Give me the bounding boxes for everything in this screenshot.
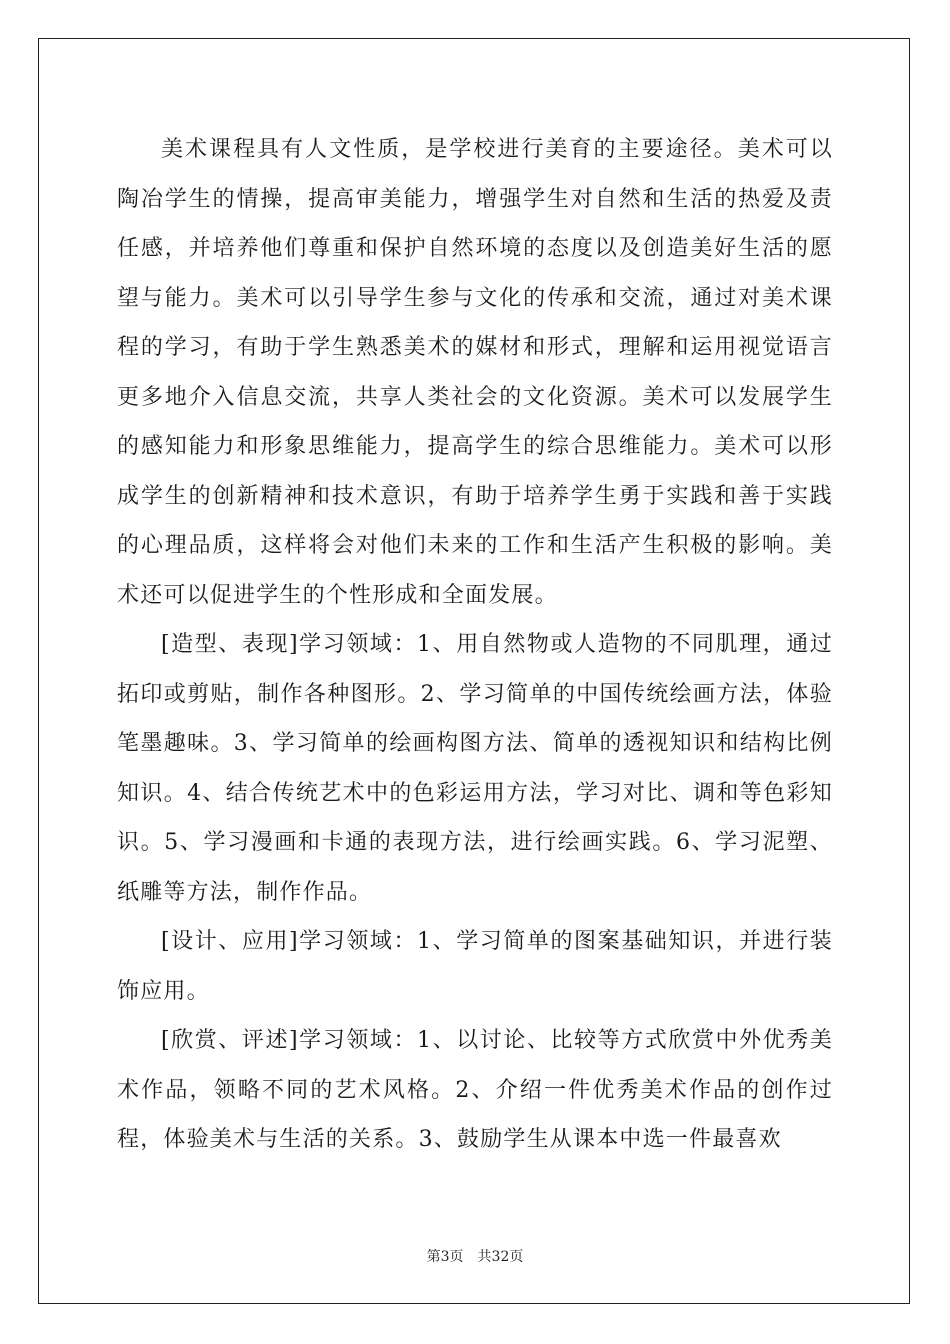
paragraph-intro: 美术课程具有人文性质，是学校进行美育的主要途径。美术可以陶冶学生的情操，提高审美能力，增强学生对自然和生活的热爱及责任感，并培养他们尊重和保护自然环境的态度以及创造美好生活的愿望与能力。美术可以引导学生参与文化的传承和交流，通过对美术课程的学习，有助于学生熟悉美术的媒材和形式，理解和运用视觉语言更多地介入信息交流，共享人类社会的文化资源。美术可以发展学生的感知能力和形象思维能力，提高学生的综合思维能力。美术可以形成学生的创新精神和技术意识，有助于培养学生勇于实践和善于实践的心理品质，这样将会对他们未来的工作和生活产生积极的影响。美术还可以促进学生的个性形成和全面发展。: [117, 137, 833, 608]
page-footer: [0, 1246, 950, 1266]
page-number: 第3页: [426, 1249, 464, 1265]
document-body: [117, 125, 833, 1165]
paragraph-appreciation-review: [欣赏、评述]学习领域：1、以讨论、比较等方式欣赏中外优秀美术作品，领略不同的艺术风格。2、介绍一件优秀美术作品的创作过程，体验美术与生活的关系。3、鼓励学生从课本中选一件最喜欢: [117, 1028, 833, 1152]
paragraph-modeling-expression: [造型、表现]学习领域：1、用自然物或人造物的不同肌理，通过拓印或剪贴，制作各种图形。2、学习简单的中国传统绘画方法，体验笔墨趣味。3、学习简单的绘画构图方法、简单的透视知识和结构比例知识。4、结合传统艺术中的色彩运用方法，学习对比、调和等色彩知识。5、学习漫画和卡通的表现方法，进行绘画实践。6、学习泥塑、纸雕等方法，制作作品。: [117, 632, 833, 905]
paragraph-design-application: [设计、应用]学习领域：1、学习简单的图案基础知识，并进行装饰应用。: [117, 929, 833, 1004]
page-total: 共32页: [477, 1249, 524, 1265]
